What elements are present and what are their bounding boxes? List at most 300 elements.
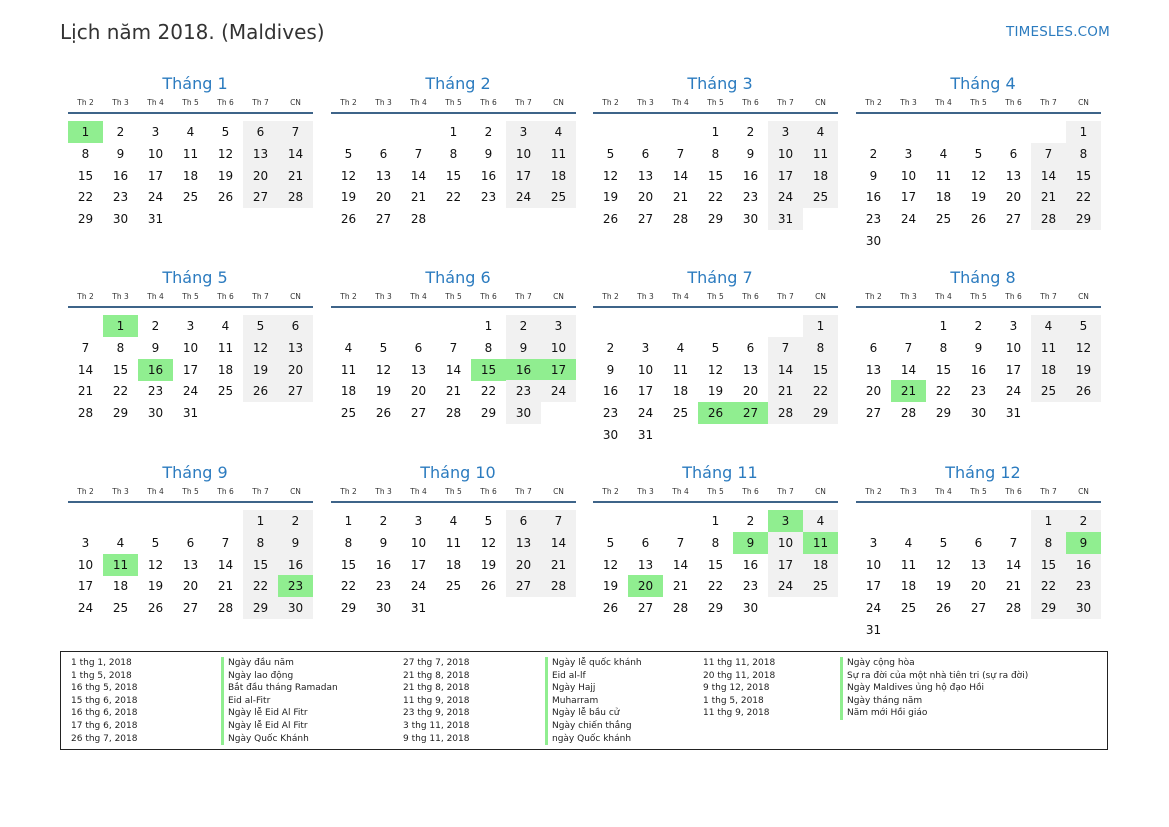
day-cell: 6: [746, 340, 755, 355]
month-name: Tháng 7: [687, 268, 753, 287]
day-cell: 26: [602, 212, 619, 227]
day-cell: 28: [672, 212, 689, 227]
day-cell: 9: [151, 340, 160, 355]
day-cell: 27: [970, 601, 987, 616]
day-cell: 2: [746, 125, 755, 139]
day-cell: 26: [243, 380, 278, 402]
day-cell: 21: [1005, 579, 1022, 594]
weekday-label: Th 6: [1005, 292, 1022, 301]
day-cell: 31: [768, 208, 803, 230]
day-cell: 18: [900, 579, 917, 594]
day-cell: 28: [768, 402, 803, 424]
weekday-label: Th 4: [672, 98, 689, 107]
weekday-label: Th 5: [970, 487, 987, 496]
day-cell: 9: [278, 532, 313, 554]
weekday-label: Th 2: [602, 487, 619, 496]
month-block: [323, 74, 569, 254]
day-cell: 10: [147, 146, 164, 161]
day-cell: 15: [1066, 165, 1101, 187]
legend-holiday-name: Ngày tháng năm: [840, 695, 1028, 708]
day-cell: 23: [147, 384, 164, 399]
day-cell: 7: [81, 340, 90, 355]
day-cell: 21: [1031, 186, 1066, 208]
legend-date: 15 thg 6, 2018: [71, 695, 138, 706]
month-block: [60, 268, 306, 448]
day-cell: 2: [484, 125, 493, 139]
day-cell: 25: [182, 190, 199, 205]
day-cell: 27: [243, 186, 278, 208]
legend-holiday-name: ngày Quốc khánh: [545, 733, 642, 746]
day-cell: 30: [1066, 597, 1101, 619]
day-cell: 15: [1031, 554, 1066, 576]
day-cell: 30: [112, 212, 129, 227]
weekday-label: CN: [815, 98, 826, 107]
day-cell: 24: [865, 601, 882, 616]
day-cell: 22: [707, 190, 724, 205]
day-cell: 28: [1005, 601, 1022, 616]
day-cell: 2: [278, 510, 313, 532]
day-cell: 23: [480, 190, 497, 205]
day-cell: 22: [935, 384, 952, 399]
day-cell: 2: [506, 315, 541, 337]
day-cell: 15: [77, 168, 94, 183]
month-name: Tháng 9: [162, 463, 228, 482]
day-cell: 3: [414, 514, 423, 528]
day-cell: 30: [742, 601, 759, 616]
legend-holiday-name: Ngày lễ bầu cử: [545, 707, 642, 720]
day-cell: 28: [410, 212, 427, 227]
weekday-label: Th 7: [777, 98, 794, 107]
weekday-label: Th 3: [637, 98, 654, 107]
day-cell: 10: [1005, 340, 1022, 355]
day-cell: 19: [217, 168, 234, 183]
legend-date: 23 thg 9, 2018: [403, 708, 470, 719]
weekday-label: CN: [290, 487, 301, 496]
day-cell: 25: [541, 186, 576, 208]
day-cell: 25: [1031, 380, 1066, 402]
day-cell: 26: [375, 406, 392, 421]
weekday-label: Th 6: [217, 487, 234, 496]
day-cell: 19: [147, 579, 164, 594]
day-cell: 30: [375, 601, 392, 616]
day-cell: 24: [768, 186, 803, 208]
legend-holiday-name: Ngày lễ Eid Al Fitr: [221, 707, 338, 720]
brand-link[interactable]: TIMESLES.COM: [1006, 24, 1110, 40]
legend-date: 17 thg 6, 2018: [71, 720, 138, 731]
day-cell: 6: [506, 510, 541, 532]
day-cell: 13: [637, 557, 654, 572]
day-cell: 22: [1066, 186, 1101, 208]
day-cell: 16: [112, 168, 129, 183]
day-cell: 22: [77, 190, 94, 205]
day-cell: 20: [506, 554, 541, 576]
month-block: [848, 463, 1094, 643]
weekday-label: Th 3: [375, 292, 392, 301]
day-cell: 8: [1031, 532, 1066, 554]
day-cell: 17: [637, 384, 654, 399]
weekday-label: Th 3: [375, 98, 392, 107]
month-block: [585, 74, 831, 254]
day-cell: 18: [340, 384, 357, 399]
day-cell: 11: [541, 143, 576, 165]
day-cell: 19: [340, 190, 357, 205]
weekday-label: Th 2: [340, 292, 357, 301]
day-cell: 5: [939, 535, 948, 550]
day-cell: 30: [865, 234, 882, 248]
legend-date: 16 thg 5, 2018: [71, 683, 138, 694]
day-cell: 3: [869, 535, 878, 550]
holiday-day-cell: 21: [891, 380, 926, 402]
weekday-label: Th 4: [410, 98, 427, 107]
day-cell: 3: [768, 121, 803, 143]
weekday-label: Th 2: [602, 98, 619, 107]
day-cell: 20: [278, 359, 313, 381]
header-rule: [331, 306, 576, 308]
day-cell: 10: [506, 143, 541, 165]
day-cell: 27: [865, 406, 882, 421]
day-cell: 6: [414, 340, 423, 355]
day-cell: 14: [1005, 557, 1022, 572]
day-cell: 5: [484, 514, 493, 528]
day-cell: 14: [445, 362, 462, 377]
legend-date: 9 thg 12, 2018: [703, 683, 770, 694]
holiday-day-cell: 17: [541, 359, 576, 381]
day-cell: 14: [77, 362, 94, 377]
day-cell: 1: [1031, 510, 1066, 532]
legend-holiday-name: Ngày lễ quốc khánh: [545, 657, 642, 670]
day-cell: 29: [112, 406, 129, 421]
day-cell: 2: [869, 146, 878, 161]
day-cell: 6: [186, 535, 195, 550]
day-cell: 21: [672, 190, 689, 205]
weekday-label: Th 2: [340, 487, 357, 496]
day-cell: 17: [768, 554, 803, 576]
weekday-label: Th 5: [182, 292, 199, 301]
page-title: Lịch năm 2018. (Maldives): [60, 20, 325, 44]
day-cell: 8: [711, 146, 720, 161]
day-cell: 24: [1005, 384, 1022, 399]
day-cell: 19: [707, 384, 724, 399]
day-cell: 13: [506, 532, 541, 554]
day-cell: 3: [641, 340, 650, 355]
weekday-label: Th 4: [935, 98, 952, 107]
day-cell: 19: [602, 579, 619, 594]
day-cell: 6: [641, 535, 650, 550]
day-cell: 24: [637, 406, 654, 421]
day-cell: 23: [506, 380, 541, 402]
day-cell: 21: [77, 384, 94, 399]
day-cell: 23: [112, 190, 129, 205]
weekday-label: Th 7: [252, 487, 269, 496]
day-cell: 27: [637, 212, 654, 227]
day-cell: 8: [1066, 143, 1101, 165]
day-cell: 9: [974, 340, 983, 355]
day-cell: 23: [1066, 575, 1101, 597]
day-cell: 27: [375, 212, 392, 227]
weekday-label: Th 7: [252, 292, 269, 301]
day-cell: 2: [1066, 510, 1101, 532]
day-cell: 28: [672, 601, 689, 616]
weekday-label: Th 6: [1005, 487, 1022, 496]
day-cell: 17: [900, 190, 917, 205]
day-cell: 16: [970, 362, 987, 377]
weekday-label: Th 4: [147, 292, 164, 301]
weekday-label: Th 6: [217, 292, 234, 301]
day-cell: 2: [746, 514, 755, 528]
day-cell: 28: [445, 406, 462, 421]
day-cell: 17: [865, 579, 882, 594]
day-cell: 11: [935, 168, 952, 183]
day-cell: 4: [221, 319, 230, 333]
holiday-day-cell: 27: [733, 402, 768, 424]
legend-date: 26 thg 7, 2018: [71, 733, 138, 744]
day-cell: 13: [375, 168, 392, 183]
day-cell: 20: [243, 165, 278, 187]
day-cell: 26: [217, 190, 234, 205]
day-cell: 25: [803, 186, 838, 208]
weekday-label: Th 6: [480, 487, 497, 496]
day-cell: 1: [803, 315, 838, 337]
day-cell: 11: [900, 557, 917, 572]
day-cell: 20: [637, 190, 654, 205]
day-cell: 16: [1066, 554, 1101, 576]
day-cell: 2: [151, 319, 160, 333]
day-cell: 9: [116, 146, 125, 161]
day-cell: 8: [344, 535, 353, 550]
day-cell: 22: [803, 380, 838, 402]
header-rule: [856, 112, 1101, 114]
day-cell: 21: [768, 380, 803, 402]
day-cell: 4: [803, 510, 838, 532]
day-cell: 25: [340, 406, 357, 421]
legend-date: 20 thg 11, 2018: [703, 670, 776, 681]
day-cell: 12: [1066, 337, 1101, 359]
day-cell: 3: [151, 125, 160, 139]
day-cell: 23: [970, 384, 987, 399]
day-cell: 30: [278, 597, 313, 619]
weekday-label: Th 7: [515, 487, 532, 496]
weekday-label: CN: [553, 98, 564, 107]
day-cell: 25: [935, 212, 952, 227]
day-cell: 10: [77, 557, 94, 572]
day-cell: 21: [217, 579, 234, 594]
day-cell: 7: [768, 337, 803, 359]
day-cell: 2: [379, 514, 388, 528]
day-cell: 19: [970, 190, 987, 205]
holiday-day-cell: 9: [733, 532, 768, 554]
day-cell: 8: [711, 535, 720, 550]
header-rule: [593, 306, 838, 308]
day-cell: 14: [900, 362, 917, 377]
day-cell: 18: [445, 557, 462, 572]
legend-holiday-name: Năm mới Hồi giáo: [840, 707, 1028, 720]
weekday-label: Th 5: [970, 98, 987, 107]
day-cell: 4: [904, 535, 913, 550]
day-cell: 1: [484, 319, 493, 333]
day-cell: 3: [186, 319, 195, 333]
day-cell: 21: [445, 384, 462, 399]
day-cell: 9: [746, 146, 755, 161]
day-cell: 5: [606, 146, 615, 161]
day-cell: 3: [1009, 319, 1018, 333]
day-cell: 12: [375, 362, 392, 377]
legend-holiday-name: Eid al-Fitr: [221, 695, 338, 708]
day-cell: 16: [742, 557, 759, 572]
day-cell: 27: [410, 406, 427, 421]
legend-holiday-name: Ngày Maldives ủng hộ đạo Hồi: [840, 682, 1028, 695]
day-cell: 3: [506, 121, 541, 143]
holiday-day-cell: 1: [68, 121, 103, 143]
day-cell: 13: [970, 557, 987, 572]
legend-holiday-name: Bắt đầu tháng Ramadan: [221, 682, 338, 695]
day-cell: 5: [711, 340, 720, 355]
legend-date: 3 thg 11, 2018: [403, 720, 470, 731]
day-cell: 23: [742, 190, 759, 205]
weekday-label: CN: [553, 292, 564, 301]
day-cell: 19: [375, 384, 392, 399]
weekday-label: CN: [290, 98, 301, 107]
day-cell: 14: [672, 168, 689, 183]
day-cell: 7: [1009, 535, 1018, 550]
day-cell: 30: [602, 428, 619, 442]
weekday-label: Th 3: [112, 487, 129, 496]
day-cell: 7: [278, 121, 313, 143]
weekday-label: Th 6: [742, 292, 759, 301]
day-cell: 4: [344, 340, 353, 355]
day-cell: 31: [1005, 406, 1022, 421]
day-cell: 5: [974, 146, 983, 161]
day-cell: 7: [414, 146, 423, 161]
day-cell: 31: [182, 406, 199, 421]
day-cell: 9: [606, 362, 615, 377]
day-cell: 19: [243, 359, 278, 381]
day-cell: 4: [449, 514, 458, 528]
legend-holiday-name: Ngày lễ Eid Al Fitr: [221, 720, 338, 733]
day-cell: 19: [602, 190, 619, 205]
day-cell: 26: [480, 579, 497, 594]
day-cell: 20: [1005, 190, 1022, 205]
day-cell: 1: [711, 125, 720, 139]
header-rule: [856, 306, 1101, 308]
day-cell: 25: [900, 601, 917, 616]
day-cell: 1: [711, 514, 720, 528]
day-cell: 12: [243, 337, 278, 359]
day-cell: 12: [935, 557, 952, 572]
day-cell: 7: [1031, 143, 1066, 165]
day-cell: 27: [506, 575, 541, 597]
day-cell: 8: [449, 146, 458, 161]
day-cell: 16: [602, 384, 619, 399]
day-cell: 13: [278, 337, 313, 359]
weekday-label: Th 5: [707, 292, 724, 301]
day-cell: 4: [803, 121, 838, 143]
legend-date: 1 thg 1, 2018: [71, 658, 132, 668]
legend-holiday-name: Ngày lao động: [221, 670, 338, 683]
legend-date: 9 thg 11, 2018: [403, 733, 470, 744]
day-cell: 18: [672, 384, 689, 399]
day-cell: 8: [243, 532, 278, 554]
day-cell: 17: [410, 557, 427, 572]
day-cell: 17: [1005, 362, 1022, 377]
holiday-day-cell: 16: [506, 359, 541, 381]
weekday-label: Th 5: [182, 487, 199, 496]
day-cell: 28: [217, 601, 234, 616]
day-cell: 9: [869, 168, 878, 183]
day-cell: 3: [541, 315, 576, 337]
day-cell: 29: [1031, 597, 1066, 619]
day-cell: 11: [445, 535, 462, 550]
day-cell: 5: [379, 340, 388, 355]
day-cell: 20: [865, 384, 882, 399]
day-cell: 1: [1066, 121, 1101, 143]
weekday-label: Th 3: [637, 487, 654, 496]
day-cell: 15: [707, 168, 724, 183]
day-cell: 12: [147, 557, 164, 572]
day-cell: 20: [742, 384, 759, 399]
day-cell: 19: [1066, 359, 1101, 381]
month-name: Tháng 3: [687, 74, 753, 93]
weekday-label: Th 5: [182, 98, 199, 107]
day-cell: 31: [147, 212, 164, 227]
day-cell: 4: [186, 125, 195, 139]
day-cell: 29: [803, 402, 838, 424]
day-cell: 12: [602, 168, 619, 183]
day-cell: 6: [974, 535, 983, 550]
header-rule: [856, 501, 1101, 503]
day-cell: 24: [147, 190, 164, 205]
day-cell: 14: [541, 532, 576, 554]
day-cell: 31: [410, 601, 427, 616]
weekday-label: Th 7: [777, 292, 794, 301]
day-cell: 12: [602, 557, 619, 572]
day-cell: 3: [904, 146, 913, 161]
weekday-label: Th 2: [865, 487, 882, 496]
day-cell: 29: [340, 601, 357, 616]
day-cell: 16: [278, 554, 313, 576]
day-cell: 18: [182, 168, 199, 183]
legend-date: 1 thg 5, 2018: [71, 670, 132, 681]
day-cell: 10: [182, 340, 199, 355]
day-cell: 30: [970, 406, 987, 421]
day-cell: 15: [340, 557, 357, 572]
day-cell: 7: [221, 535, 230, 550]
day-cell: 6: [243, 121, 278, 143]
month-name: Tháng 5: [162, 268, 228, 287]
day-cell: 9: [379, 535, 388, 550]
holiday-day-cell: 20: [628, 575, 663, 597]
day-cell: 16: [865, 190, 882, 205]
weekday-label: Th 7: [515, 292, 532, 301]
day-cell: 18: [803, 165, 838, 187]
day-cell: 13: [637, 168, 654, 183]
weekday-label: Th 7: [777, 487, 794, 496]
weekday-label: Th 2: [340, 98, 357, 107]
day-cell: 18: [541, 165, 576, 187]
weekday-label: Th 5: [445, 292, 462, 301]
day-cell: 2: [606, 340, 615, 355]
day-cell: 17: [147, 168, 164, 183]
month-block: [323, 268, 569, 448]
legend-name-column: [840, 657, 1028, 720]
holiday-day-cell: 9: [1066, 532, 1101, 554]
day-cell: 14: [672, 557, 689, 572]
day-cell: 18: [112, 579, 129, 594]
holiday-day-cell: 15: [471, 359, 506, 381]
day-cell: 29: [77, 212, 94, 227]
day-cell: 10: [541, 337, 576, 359]
day-cell: 28: [900, 406, 917, 421]
day-cell: 10: [768, 143, 803, 165]
